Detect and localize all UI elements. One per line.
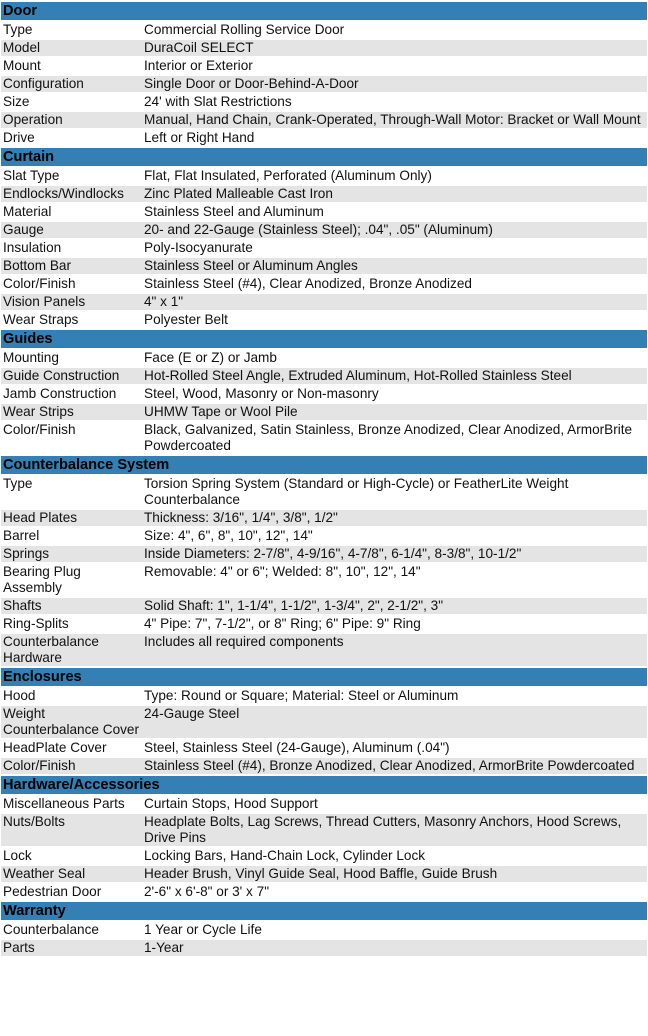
- spec-label: Color/Finish: [3, 276, 76, 291]
- spec-value: 1 Year or Cycle Life: [144, 922, 262, 937]
- spec-value: Curtain Stops, Hood Support: [144, 796, 318, 811]
- spec-label: Type: [3, 22, 33, 37]
- spec-value: Commercial Rolling Service Door: [144, 22, 345, 37]
- spec-label: Barrel: [3, 528, 40, 543]
- spec-label: Weather Seal: [1, 866, 142, 882]
- spec-label: Color/Finish: [1, 758, 142, 774]
- spec-row: [1, 796, 647, 812]
- spec-row: [1, 476, 647, 508]
- spec-label: Drive: [3, 130, 35, 145]
- spec-row: [1, 848, 647, 864]
- spec-row: [1, 168, 647, 184]
- section-title: Warranty: [1, 902, 647, 920]
- spec-label: Endlocks/Windlocks: [1, 186, 142, 202]
- spec-value: Single Door or Door-Behind-A-Door: [142, 76, 647, 92]
- spec-table: [1, 0, 647, 958]
- spec-value: Steel, Stainless Steel (24-Gauge), Aluminum (.04"): [144, 740, 450, 755]
- section-title: Enclosures: [1, 668, 647, 686]
- spec-value: Header Brush, Vinyl Guide Seal, Hood Baffle, Guide Brush: [142, 866, 647, 882]
- spec-row: [1, 130, 647, 146]
- section-header-door: [1, 2, 647, 20]
- spec-value: Solid Shaft: 1", 1-1/4", 1-1/2", 1-3/4", 2", 2-1/2", 3": [142, 598, 647, 614]
- spec-label: Parts: [1, 940, 142, 956]
- spec-row: [1, 564, 647, 596]
- spec-label: Jamb Construction: [3, 386, 117, 401]
- spec-row: [1, 740, 647, 756]
- spec-value: Stainless Steel (#4), Clear Anodized, Bronze Anodized: [144, 276, 472, 291]
- spec-label: Material: [3, 204, 52, 219]
- spec-label: Counterbalance: [3, 922, 99, 937]
- spec-label: Model: [1, 40, 142, 56]
- section-title: Door: [1, 2, 647, 20]
- spec-label: Nuts/Bolts: [1, 814, 142, 846]
- spec-label: Color/Finish: [3, 422, 76, 437]
- section-title: Hardware/Accessories: [1, 776, 647, 794]
- spec-label: Vision Panels: [1, 294, 142, 310]
- spec-row: [1, 884, 647, 900]
- spec-row: [1, 598, 647, 614]
- spec-value: Zinc Plated Malleable Cast Iron: [142, 186, 647, 202]
- spec-value: Stainless Steel and Aluminum: [144, 204, 324, 219]
- spec-value: 4" Pipe: 7", 7-1/2", or 8" Ring; 6" Pipe: 9" Ring: [144, 616, 421, 631]
- spec-label: Guide Construction: [1, 368, 142, 384]
- spec-value: Thickness: 3/16", 1/4", 3/8", 1/2": [142, 510, 647, 526]
- spec-label: Wear Straps: [3, 312, 79, 327]
- spec-value: Interior or Exterior: [144, 58, 253, 73]
- spec-value: Steel, Wood, Masonry or Non-masonry: [144, 386, 379, 401]
- spec-row: [1, 186, 647, 202]
- spec-row: [1, 386, 647, 402]
- section-header-warranty: [1, 902, 647, 920]
- spec-value: 4" x 1": [142, 294, 647, 310]
- section-header-guides: [1, 330, 647, 348]
- spec-label: Weight Counterbalance Cover: [1, 706, 142, 738]
- spec-label: Wear Strips: [1, 404, 142, 420]
- spec-label: Hood: [3, 688, 36, 703]
- spec-row: [1, 866, 647, 882]
- spec-row: [1, 312, 647, 328]
- spec-row: [1, 350, 647, 366]
- spec-row: [1, 40, 647, 56]
- spec-label: Mount: [3, 58, 41, 73]
- spec-label: Gauge: [1, 222, 142, 238]
- spec-row: [1, 76, 647, 92]
- spec-value: Removable: 4" or 6"; Welded: 8", 10", 12", 14": [144, 564, 421, 579]
- spec-row: [1, 404, 647, 420]
- spec-row: [1, 706, 647, 738]
- spec-row: [1, 276, 647, 292]
- spec-label: Slat Type: [3, 168, 60, 183]
- spec-row: [1, 940, 647, 956]
- spec-row: [1, 528, 647, 544]
- spec-value: Torsion Spring System (Standard or High-Cycle) or FeatherLite Weight Counterbalance: [144, 476, 569, 507]
- spec-label: Size: [3, 94, 30, 109]
- spec-label: Pedestrian Door: [3, 884, 102, 899]
- section-header-counterbalance-system: [1, 456, 647, 474]
- spec-label: HeadPlate Cover: [3, 740, 107, 755]
- spec-row: [1, 222, 647, 238]
- section-title: Curtain: [1, 148, 647, 166]
- spec-value: Headplate Bolts, Lag Screws, Thread Cutters, Masonry Anchors, Hood Screws, Drive Pins: [142, 814, 647, 846]
- spec-row: [1, 204, 647, 220]
- spec-row: [1, 368, 647, 384]
- spec-value: Polyester Belt: [144, 312, 228, 327]
- spec-value: Poly-Isocyanurate: [144, 240, 253, 255]
- spec-label: Bearing Plug Assembly: [3, 564, 81, 595]
- spec-value: Includes all required components: [142, 634, 647, 666]
- spec-label: Mounting: [3, 350, 59, 365]
- spec-value: Flat, Flat Insulated, Perforated (Aluminum Only): [144, 168, 432, 183]
- spec-label: Bottom Bar: [1, 258, 142, 274]
- spec-label: Shafts: [1, 598, 142, 614]
- spec-row: [1, 258, 647, 274]
- spec-value: 24-Gauge Steel: [142, 706, 647, 738]
- spec-value: 24' with Slat Restrictions: [144, 94, 292, 109]
- spec-label: Type: [3, 476, 33, 491]
- spec-row: [1, 294, 647, 310]
- spec-value: Size: 4", 6", 8", 10", 12", 14": [144, 528, 313, 543]
- section-title: Guides: [1, 330, 647, 348]
- spec-row: [1, 94, 647, 110]
- spec-value: Hot-Rolled Steel Angle, Extruded Aluminum, Hot-Rolled Stainless Steel: [142, 368, 647, 384]
- spec-label: Operation: [1, 112, 142, 128]
- spec-value: Left or Right Hand: [144, 130, 255, 145]
- section-header-curtain: [1, 148, 647, 166]
- spec-label: Configuration: [1, 76, 142, 92]
- spec-value: Locking Bars, Hand-Chain Lock, Cylinder Lock: [144, 848, 426, 863]
- spec-row: [1, 240, 647, 256]
- spec-value: Inside Diameters: 2-7/8", 4-9/16", 4-7/8", 6-1/4", 8-3/8", 10-1/2": [142, 546, 647, 562]
- spec-label: Insulation: [3, 240, 62, 255]
- spec-label: Miscellaneous Parts: [3, 796, 125, 811]
- spec-label: Springs: [1, 546, 142, 562]
- spec-label: Head Plates: [1, 510, 142, 526]
- spec-value: UHMW Tape or Wool Pile: [142, 404, 647, 420]
- spec-row: [1, 546, 647, 562]
- spec-value: Stainless Steel or Aluminum Angles: [142, 258, 647, 274]
- spec-row: [1, 58, 647, 74]
- spec-table-body: [1, 2, 647, 956]
- spec-row: [1, 634, 647, 666]
- spec-value: Face (E or Z) or Jamb: [144, 350, 277, 365]
- spec-value: 2'-6" x 6'-8" or 3' x 7": [144, 884, 270, 899]
- spec-value: 1-Year: [142, 940, 647, 956]
- section-header-hardware-accessories: [1, 776, 647, 794]
- spec-label: Lock: [3, 848, 32, 863]
- spec-value: Stainless Steel (#4), Bronze Anodized, Clear Anodized, ArmorBrite Powdercoated: [142, 758, 647, 774]
- spec-row: [1, 758, 647, 774]
- spec-row: [1, 112, 647, 128]
- spec-row: [1, 814, 647, 846]
- spec-value: Manual, Hand Chain, Crank-Operated, Through-Wall Motor: Bracket or Wall Mount: [142, 112, 647, 128]
- spec-row: [1, 616, 647, 632]
- spec-row: [1, 510, 647, 526]
- spec-value: Type: Round or Square; Material: Steel or Aluminum: [144, 688, 459, 703]
- section-title: Counterbalance System: [1, 456, 647, 474]
- spec-value: Black, Galvanized, Satin Stainless, Bronze Anodized, Clear Anodized, ArmorBrite Powdercoated: [144, 422, 633, 453]
- spec-value: DuraCoil SELECT: [142, 40, 647, 56]
- spec-value: 20- and 22-Gauge (Stainless Steel); .04", .05" (Aluminum): [142, 222, 647, 238]
- spec-row: [1, 22, 647, 38]
- spec-label: Counterbalance Hardware: [1, 634, 142, 666]
- spec-row: [1, 922, 647, 938]
- spec-row: [1, 688, 647, 704]
- spec-row: [1, 422, 647, 454]
- spec-label: Ring-Splits: [3, 616, 69, 631]
- section-header-enclosures: [1, 668, 647, 686]
